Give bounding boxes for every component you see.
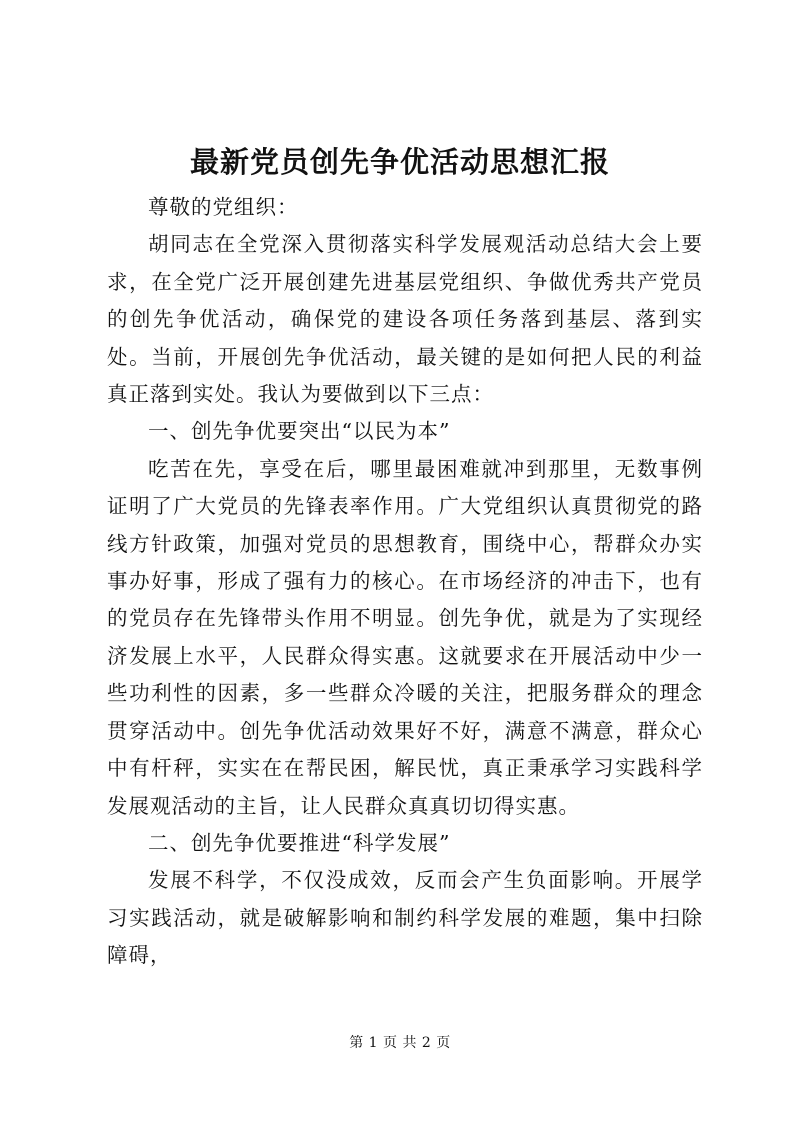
section-1-paragraph: 吃苦在先，享受在后，哪里最困难就冲到那里，无数事例证明了广大党员的先锋表率作用。广大党组织认真贯彻党的路线方针政策，加强对党员的思想教育，围绕中心，帮群众办实事办好事，形成了强有力的核心。在市场经济的冲击下，也有的党员存在先锋带头作用不明显。创先争优，就是为了实现经济发展上水平，人民群众得实惠。这就要求在开展活动中少一些功利性的因素，多一些群众冷暖的关注，把服务群众的理念贯穿活动中。创先争优活动效果好不好，满意不满意，群众心中有杆秤，实实在在帮民困，解民忧，真正秉承学习实践科学发展观活动的主旨，让人民群众真真切切得实惠。 (107, 456, 703, 818)
salutation-paragraph: 尊敬的党组织： (148, 195, 299, 219)
section-2-paragraph: 发展不科学，不仅没成效，反而会产生负面影响。开展学习实践活动，就是破解影响和制约科学发展的难题，集中扫除障碍， (107, 868, 703, 968)
section-heading-1: 一、创先争优要突出“以民为本” (148, 419, 451, 444)
intro-paragraph: 胡同志在全党深入贯彻落实科学发展观活动总结大会上要求，在全党广泛开展创建先进基层党组织、争做优秀共产党员的创先争优活动，确保党的建设各项任务落到基层、落到实处。当前，开展创先争优活动，最关键的是如何把人民的利益真正落到实处。我认为要做到以下三点： (107, 232, 703, 407)
page-footer: 第 1 页 共 2 页 (349, 1035, 451, 1051)
document-body (107, 189, 703, 975)
document-title: 最新党员创先争优活动思想汇报 (189, 145, 610, 179)
section-heading-2: 二、创先争优要推进“科学发展” (148, 830, 451, 855)
